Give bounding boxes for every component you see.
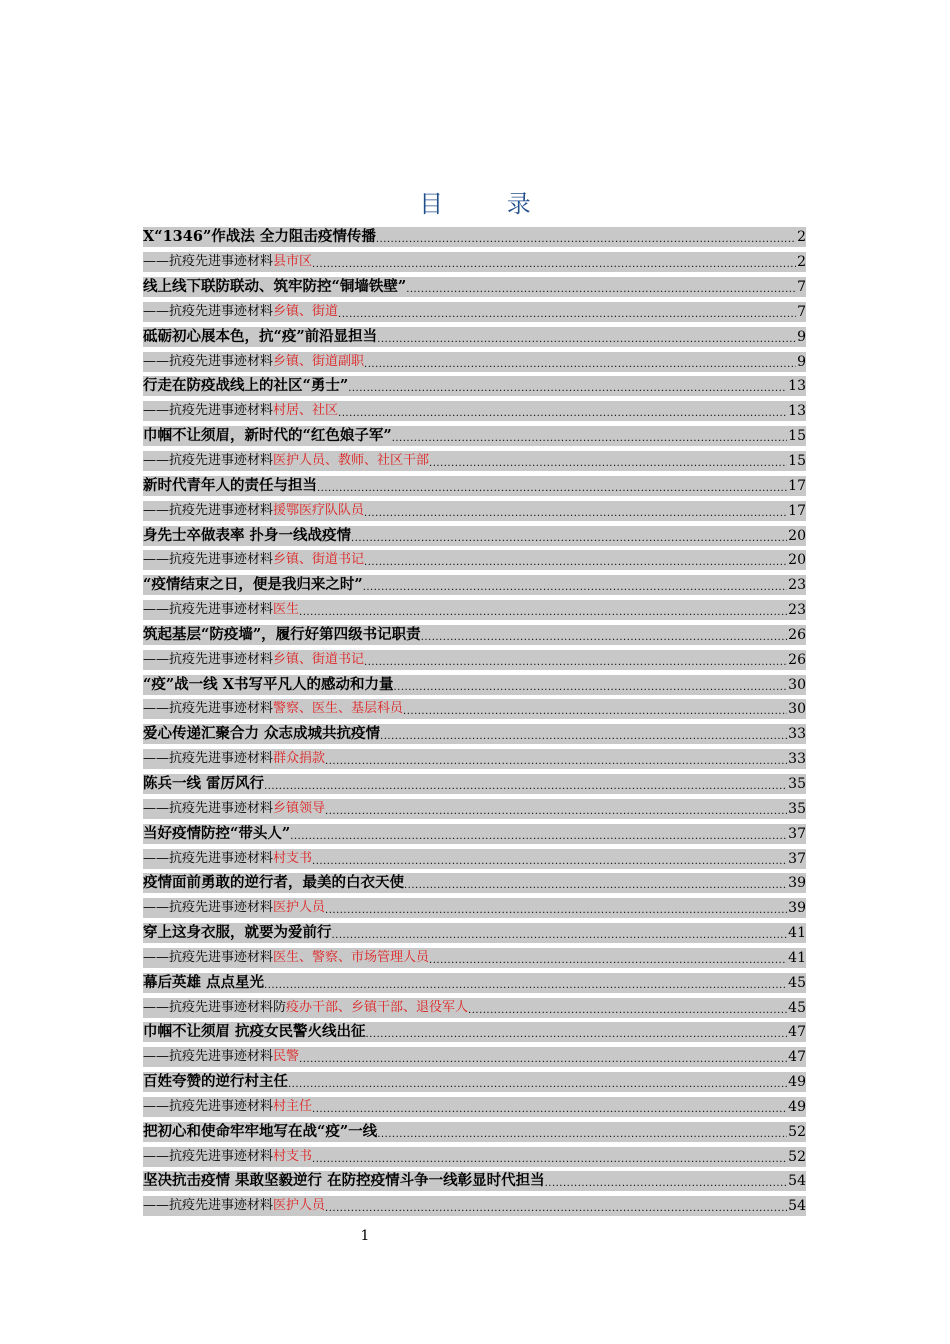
entry-subtitle-prefix: ——抗疫先进事迹材料 bbox=[143, 701, 274, 717]
entry-subtitle-category: 乡镇、街道 bbox=[273, 303, 339, 319]
entry-title: “疫情结束之日，便是我归来之时” bbox=[143, 576, 363, 594]
entry-subtitle bbox=[143, 749, 325, 769]
entry-subtitle bbox=[143, 401, 338, 421]
entry-subtitle bbox=[143, 451, 429, 471]
entry-title: 线上线下联防联动、筑牢防控“铜墙铁壁” bbox=[143, 278, 407, 296]
entry-subtitle-category: 疫办干部、乡镇干部、退役军人 bbox=[286, 999, 469, 1015]
entry-subtitle bbox=[143, 550, 364, 570]
entry-page-number: 41 bbox=[788, 949, 806, 966]
entry-page-number: 41 bbox=[788, 925, 806, 942]
dot-leader bbox=[325, 749, 787, 769]
toc-entry-subtitle[interactable] bbox=[143, 1045, 806, 1070]
entry-page-number: 13 bbox=[788, 378, 806, 395]
entry-subtitle-category: 村居、社区 bbox=[273, 403, 339, 419]
dot-leader bbox=[377, 1122, 787, 1142]
entry-subtitle-category: 群众捐款 bbox=[273, 751, 326, 767]
entry-subtitle bbox=[143, 948, 429, 968]
toc-entry-heading[interactable] bbox=[143, 1020, 806, 1045]
toc-entry-heading[interactable] bbox=[143, 374, 806, 399]
entry-subtitle bbox=[143, 1097, 312, 1117]
dot-leader bbox=[364, 501, 787, 521]
entry-title: 巾帼不让须眉，新时代的“红色娘子军” bbox=[143, 427, 392, 445]
toc-entry-subtitle[interactable] bbox=[143, 449, 806, 474]
dot-leader bbox=[468, 998, 787, 1018]
entry-subtitle-category: 村主任 bbox=[273, 1098, 313, 1114]
entry-title: 行走在防疫战线上的社区“勇士” bbox=[143, 377, 349, 395]
dot-leader bbox=[429, 948, 787, 968]
toc-entry-heading[interactable] bbox=[143, 1119, 806, 1144]
entry-subtitle-prefix: ——抗疫先进事迹材料 bbox=[143, 900, 274, 916]
toc-entry-heading[interactable] bbox=[143, 225, 806, 250]
entry-page-number: 9 bbox=[797, 328, 806, 345]
entry-page-number: 2 bbox=[797, 254, 806, 271]
entry-page-number: 47 bbox=[788, 1049, 806, 1066]
entry-title: 陈兵一线 雷厉风行 bbox=[143, 774, 265, 792]
dot-leader bbox=[288, 1072, 787, 1092]
toc-entry-heading[interactable] bbox=[143, 473, 806, 498]
entry-subtitle-prefix: ——抗疫先进事迹材料 bbox=[143, 353, 274, 369]
toc-title: 目 录 bbox=[419, 190, 559, 218]
entry-subtitle-prefix: ——抗疫先进事迹材料 bbox=[143, 552, 274, 568]
entry-subtitle-category: 医护人员、教师、社区干部 bbox=[273, 453, 430, 469]
entry-page-number: 37 bbox=[788, 825, 806, 842]
dot-leader bbox=[351, 526, 787, 546]
entry-title: 当好疫情防控“带头人” bbox=[143, 824, 291, 842]
toc-entry-subtitle[interactable] bbox=[143, 498, 806, 523]
entry-title: 砥砺初心展本色，抗“疫”前沿显担当 bbox=[143, 327, 378, 345]
entry-subtitle-category: 乡镇、街道书记 bbox=[273, 651, 365, 667]
toc-entry-heading[interactable] bbox=[143, 573, 806, 598]
entry-subtitle-prefix: ——抗疫先进事迹材料防 bbox=[143, 999, 287, 1015]
toc-entry-subtitle[interactable] bbox=[143, 548, 806, 573]
entry-title: X“1346”作战法 全力阻击疫情传播 bbox=[143, 228, 376, 246]
toc-entry-subtitle[interactable] bbox=[143, 1194, 806, 1219]
entry-title: 爱心传递汇聚合力 众志成城共抗疫情 bbox=[143, 725, 381, 743]
entry-subtitle-prefix: ——抗疫先进事迹材料 bbox=[143, 1198, 274, 1214]
entry-title: 百姓夸赞的逆行村主任 bbox=[143, 1073, 288, 1091]
entry-page-number: 20 bbox=[788, 552, 806, 569]
entry-page-number: 52 bbox=[788, 1123, 806, 1140]
entry-title: 疫情面前勇敢的逆行者，最美的白衣天使 bbox=[143, 874, 404, 892]
entry-page-number: 39 bbox=[788, 875, 806, 892]
entry-subtitle-prefix: ——抗疫先进事迹材料 bbox=[143, 800, 274, 816]
toc-entry-heading[interactable] bbox=[143, 623, 806, 648]
entry-page-number: 49 bbox=[788, 1074, 806, 1091]
dot-leader bbox=[393, 675, 787, 695]
dot-leader bbox=[380, 724, 787, 744]
entry-subtitle bbox=[143, 998, 468, 1018]
toc-entry-heading[interactable] bbox=[143, 1169, 806, 1194]
dot-leader bbox=[312, 252, 796, 272]
toc-entry-subtitle[interactable] bbox=[143, 250, 806, 275]
entry-subtitle bbox=[143, 501, 364, 521]
toc-entry-subtitle[interactable] bbox=[143, 945, 806, 970]
dot-leader bbox=[299, 600, 787, 620]
entry-page-number: 30 bbox=[788, 701, 806, 718]
toc-entry-subtitle[interactable] bbox=[143, 300, 806, 325]
entry-page-number: 45 bbox=[788, 974, 806, 991]
entry-page-number: 54 bbox=[788, 1198, 806, 1215]
dot-leader bbox=[366, 1022, 788, 1042]
dot-leader bbox=[264, 973, 787, 993]
toc-entry-heading[interactable] bbox=[143, 772, 806, 797]
entry-subtitle-category: 村支书 bbox=[273, 850, 313, 866]
entry-page-number: 15 bbox=[788, 428, 806, 445]
entry-page-number: 23 bbox=[788, 602, 806, 619]
dot-leader bbox=[429, 451, 787, 471]
dot-leader bbox=[403, 699, 787, 719]
entry-title: 幕后英雄 点点星光 bbox=[143, 973, 265, 991]
entry-subtitle-category: 乡镇、街道副职 bbox=[273, 353, 365, 369]
entry-page-number: 17 bbox=[788, 502, 806, 519]
toc-entry-heading[interactable] bbox=[143, 921, 806, 946]
toc-entry-heading[interactable] bbox=[143, 970, 806, 995]
toc-entry-heading[interactable] bbox=[143, 275, 806, 300]
entry-page-number: 54 bbox=[788, 1173, 806, 1190]
entry-title: 巾帼不让须眉 抗疫女民警火线出征 bbox=[143, 1023, 366, 1041]
dot-leader bbox=[299, 1047, 787, 1067]
entry-subtitle-category: 民警 bbox=[273, 1049, 300, 1065]
entry-page-number: 52 bbox=[788, 1148, 806, 1165]
entry-page-number: 26 bbox=[788, 651, 806, 668]
entry-page-number: 7 bbox=[797, 279, 806, 296]
table-of-contents bbox=[143, 225, 806, 1219]
toc-entry-heading[interactable] bbox=[143, 324, 806, 349]
toc-entry-heading[interactable] bbox=[143, 523, 806, 548]
entry-subtitle-category: 医护人员 bbox=[273, 900, 326, 916]
toc-entry-heading[interactable] bbox=[143, 1070, 806, 1095]
dot-leader bbox=[404, 873, 787, 893]
toc-entry-subtitle[interactable] bbox=[143, 1144, 806, 1169]
entry-subtitle bbox=[143, 650, 364, 670]
entry-title: 坚决抗击疫情 果敢坚毅逆行 在防控疫情斗争一线彰显时代担当 bbox=[143, 1172, 545, 1190]
entry-page-number: 49 bbox=[788, 1098, 806, 1115]
toc-entry-subtitle[interactable] bbox=[143, 647, 806, 672]
dot-leader bbox=[392, 426, 787, 446]
entry-subtitle bbox=[143, 699, 403, 719]
entry-title: 身先士卒做表率 扑身一线战疫情 bbox=[143, 526, 352, 544]
entry-subtitle-prefix: ——抗疫先进事迹材料 bbox=[143, 403, 274, 419]
toc-entry-subtitle[interactable] bbox=[143, 747, 806, 772]
entry-subtitle-prefix: ——抗疫先进事迹材料 bbox=[143, 502, 274, 518]
dot-leader bbox=[348, 376, 787, 396]
entry-subtitle-prefix: ——抗疫先进事迹材料 bbox=[143, 254, 274, 270]
toc-entry-heading[interactable] bbox=[143, 871, 806, 896]
toc-entry-subtitle[interactable] bbox=[143, 349, 806, 374]
entry-title: “疫”战一线 X书写平凡人的感动和力量 bbox=[143, 675, 394, 693]
entry-subtitle bbox=[143, 352, 364, 372]
entry-page-number: 39 bbox=[788, 900, 806, 917]
toc-entry-subtitle[interactable] bbox=[143, 1095, 806, 1120]
entry-subtitle-prefix: ——抗疫先进事迹材料 bbox=[143, 303, 274, 319]
entry-page-number: 35 bbox=[788, 800, 806, 817]
dot-leader bbox=[325, 1196, 787, 1216]
entry-title: 把初心和使命牢牢地写在战“疫”一线 bbox=[143, 1122, 378, 1140]
entry-subtitle bbox=[143, 1196, 325, 1216]
dot-leader bbox=[312, 1147, 787, 1167]
entry-subtitle-prefix: ——抗疫先进事迹材料 bbox=[143, 453, 274, 469]
entry-subtitle-category: 县市区 bbox=[273, 254, 313, 270]
entry-page-number: 23 bbox=[788, 577, 806, 594]
entry-subtitle bbox=[143, 849, 312, 869]
dot-leader bbox=[364, 352, 796, 372]
entry-title: 筑起基层“防疫墙”，履行好第四级书记职责 bbox=[143, 625, 421, 643]
toc-entry-heading[interactable] bbox=[143, 722, 806, 747]
entry-page-number: 20 bbox=[788, 527, 806, 544]
entry-page-number: 9 bbox=[797, 353, 806, 370]
toc-entry-subtitle[interactable] bbox=[143, 896, 806, 921]
entry-page-number: 17 bbox=[788, 477, 806, 494]
entry-page-number: 7 bbox=[797, 303, 806, 320]
toc-entry-subtitle[interactable] bbox=[143, 846, 806, 871]
page-number: 1 bbox=[360, 1228, 370, 1244]
toc-entry-subtitle[interactable] bbox=[143, 796, 806, 821]
toc-entry-heading[interactable] bbox=[143, 672, 806, 697]
dot-leader bbox=[264, 774, 787, 794]
entry-subtitle bbox=[143, 252, 312, 272]
entry-subtitle-category: 警察、医生、基层科员 bbox=[273, 701, 404, 717]
dot-leader bbox=[338, 401, 787, 421]
dot-leader bbox=[290, 824, 787, 844]
dot-leader bbox=[364, 550, 787, 570]
dot-leader bbox=[325, 898, 787, 918]
entry-subtitle-category: 援鄂医疗队队员 bbox=[273, 502, 365, 518]
dot-leader bbox=[545, 1171, 788, 1191]
entry-title: 新时代青年人的责任与担当 bbox=[143, 476, 317, 494]
entry-subtitle-prefix: ——抗疫先进事迹材料 bbox=[143, 1049, 274, 1065]
dot-leader bbox=[376, 227, 796, 247]
entry-subtitle bbox=[143, 600, 299, 620]
entry-page-number: 47 bbox=[788, 1024, 806, 1041]
dot-leader bbox=[312, 849, 787, 869]
dot-leader bbox=[363, 575, 787, 595]
dot-leader bbox=[421, 625, 787, 645]
entry-subtitle-prefix: ——抗疫先进事迹材料 bbox=[143, 949, 274, 965]
dot-leader bbox=[312, 1097, 787, 1117]
entry-subtitle-prefix: ——抗疫先进事迹材料 bbox=[143, 850, 274, 866]
entry-title: 穿上这身衣服，就要为爱前行 bbox=[143, 924, 332, 942]
entry-subtitle-prefix: ——抗疫先进事迹材料 bbox=[143, 602, 274, 618]
dot-leader bbox=[338, 302, 796, 322]
entry-page-number: 37 bbox=[788, 850, 806, 867]
entry-subtitle bbox=[143, 898, 325, 918]
dot-leader bbox=[332, 923, 788, 943]
entry-subtitle-category: 医护人员 bbox=[273, 1198, 326, 1214]
entry-page-number: 13 bbox=[788, 403, 806, 420]
entry-subtitle bbox=[143, 302, 338, 322]
entry-page-number: 30 bbox=[788, 676, 806, 693]
dot-leader bbox=[317, 476, 787, 496]
entry-subtitle-category: 医生、警察、市场管理人员 bbox=[273, 949, 430, 965]
entry-subtitle-prefix: ——抗疫先进事迹材料 bbox=[143, 651, 274, 667]
toc-entry-subtitle[interactable] bbox=[143, 598, 806, 623]
entry-subtitle-category: 医生 bbox=[273, 602, 300, 618]
toc-entry-subtitle[interactable] bbox=[143, 995, 806, 1020]
entry-subtitle-category: 村支书 bbox=[273, 1148, 313, 1164]
dot-leader bbox=[325, 799, 787, 819]
entry-page-number: 15 bbox=[788, 453, 806, 470]
entry-subtitle-prefix: ——抗疫先进事迹材料 bbox=[143, 1098, 274, 1114]
entry-page-number: 26 bbox=[788, 626, 806, 643]
entry-page-number: 33 bbox=[788, 726, 806, 743]
entry-subtitle-prefix: ——抗疫先进事迹材料 bbox=[143, 751, 274, 767]
toc-entry-heading[interactable] bbox=[143, 821, 806, 846]
toc-entry-subtitle[interactable] bbox=[143, 697, 806, 722]
entry-page-number: 35 bbox=[788, 775, 806, 792]
entry-subtitle bbox=[143, 799, 325, 819]
entry-subtitle-category: 乡镇、街道书记 bbox=[273, 552, 365, 568]
entry-page-number: 2 bbox=[797, 229, 806, 246]
entry-subtitle-prefix: ——抗疫先进事迹材料 bbox=[143, 1148, 274, 1164]
entry-page-number: 33 bbox=[788, 751, 806, 768]
entry-subtitle-category: 乡镇领导 bbox=[273, 800, 326, 816]
dot-leader bbox=[364, 650, 787, 670]
toc-entry-subtitle[interactable] bbox=[143, 399, 806, 424]
entry-subtitle bbox=[143, 1147, 312, 1167]
toc-entry-heading[interactable] bbox=[143, 424, 806, 449]
dot-leader bbox=[406, 277, 796, 297]
entry-page-number: 45 bbox=[788, 999, 806, 1016]
entry-subtitle bbox=[143, 1047, 299, 1067]
dot-leader bbox=[377, 327, 796, 347]
